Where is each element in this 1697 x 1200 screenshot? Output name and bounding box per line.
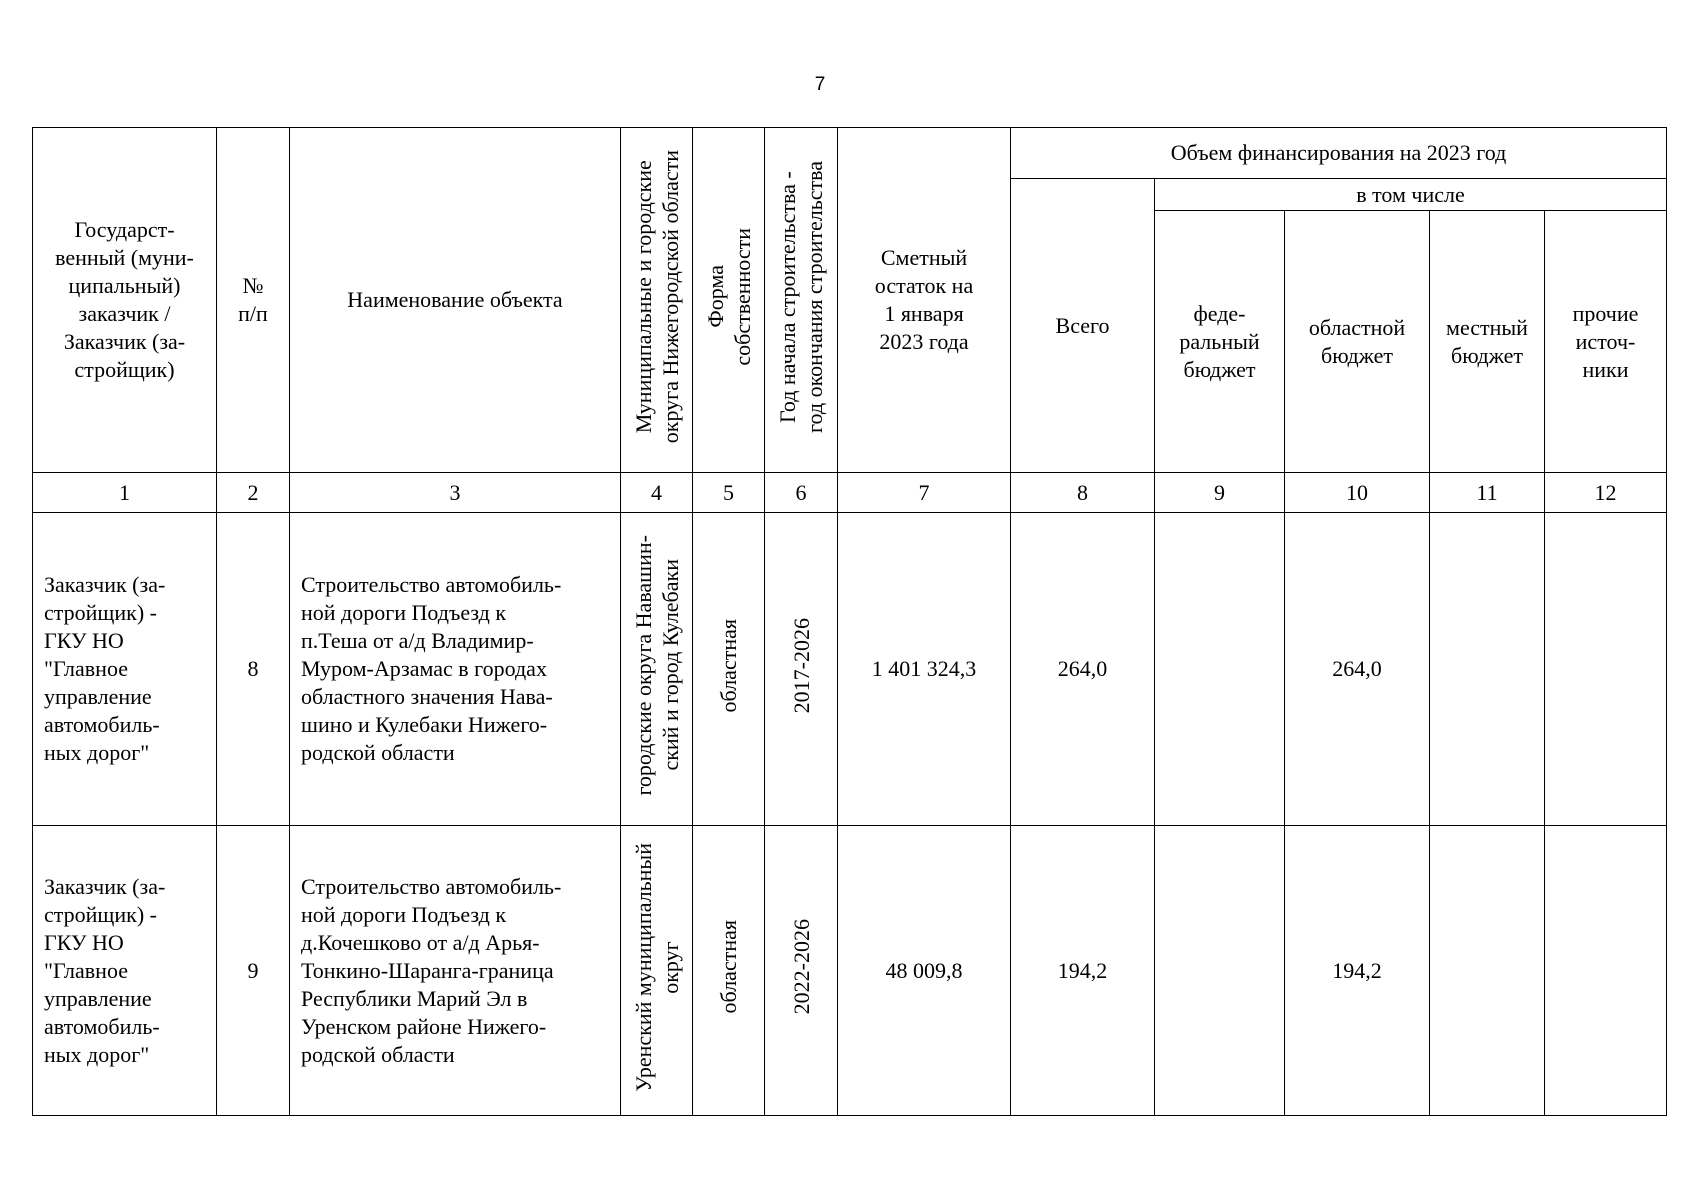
row-number: 8 bbox=[217, 513, 290, 826]
text-line: округа Нижегородской области bbox=[657, 149, 683, 444]
text-line: бюджет bbox=[1451, 342, 1523, 368]
text-line: автомобиль- bbox=[44, 1013, 160, 1039]
text-line: Тонкино-Шаранга-граница bbox=[301, 957, 554, 983]
column-number: 7 bbox=[838, 473, 1011, 513]
column-number: 8 bbox=[1011, 473, 1155, 513]
text-line: год окончания строительства bbox=[802, 160, 827, 433]
row-total: 194,2 bbox=[1011, 826, 1155, 1116]
text-line: Муром-Арзамас в городах bbox=[301, 656, 547, 681]
page-number: 7 bbox=[814, 74, 826, 95]
text-line: автомобиль- bbox=[44, 712, 160, 737]
text-line: округ bbox=[657, 940, 683, 994]
row-local bbox=[1430, 826, 1545, 1116]
text-line: 2023 года bbox=[879, 329, 969, 354]
text-line: ГКУ НО bbox=[44, 929, 124, 955]
text-line: п/п bbox=[238, 301, 268, 326]
row-total: 264,0 bbox=[1011, 513, 1155, 826]
column-number: 10 bbox=[1285, 473, 1430, 513]
row-regional: 264,0 bbox=[1285, 513, 1430, 826]
financing-table bbox=[32, 127, 1667, 1116]
text-line: Год начала строительства - bbox=[775, 170, 800, 423]
text-line: 1 января bbox=[884, 301, 964, 326]
text-line: венный (муни- bbox=[55, 245, 194, 270]
text-line: заказчик / bbox=[78, 301, 171, 326]
text-line: № bbox=[242, 273, 264, 298]
row-other bbox=[1545, 513, 1667, 826]
column-number: 9 bbox=[1155, 473, 1285, 513]
header-including: в том числе bbox=[1155, 179, 1667, 211]
text-line: ципальный) bbox=[68, 273, 181, 298]
column-number: 6 bbox=[765, 473, 838, 513]
column-number: 5 bbox=[693, 473, 765, 513]
text-line: областной bbox=[1308, 314, 1406, 340]
row-regional: 194,2 bbox=[1285, 826, 1430, 1116]
column-number: 4 bbox=[621, 473, 693, 513]
row-years: 2017-2026 bbox=[765, 513, 838, 826]
text-line: остаток на bbox=[874, 273, 974, 298]
row-ownership: областная bbox=[693, 826, 765, 1116]
text-line: Уренском районе Нижего- bbox=[301, 1013, 547, 1039]
text-line: Государст- bbox=[74, 217, 175, 242]
row-federal bbox=[1155, 826, 1285, 1116]
header-funding-title: Объем финансирования на 2023 год bbox=[1011, 128, 1667, 179]
text-line: прочие bbox=[1572, 300, 1639, 326]
table-row bbox=[33, 513, 1667, 826]
text-line: родской области bbox=[301, 740, 455, 765]
row-number: 9 bbox=[217, 826, 290, 1116]
text-line: Строительство автомобиль- bbox=[301, 572, 562, 597]
text-line: ральный bbox=[1179, 328, 1260, 354]
header-total: Всего bbox=[1011, 179, 1155, 473]
text-line: Заказчик (за- bbox=[44, 572, 166, 597]
text-line: ники bbox=[1582, 356, 1629, 382]
text-line: Строительство автомобиль- bbox=[301, 873, 562, 899]
header-years bbox=[765, 128, 838, 473]
table-row bbox=[33, 826, 1667, 1116]
row-estimate: 48 009,8 bbox=[838, 826, 1011, 1116]
row-years: 2022-2026 bbox=[765, 826, 838, 1116]
text-line: родской области bbox=[301, 1041, 455, 1067]
text-line: бюджет bbox=[1321, 342, 1393, 368]
text-line: ных дорог" bbox=[44, 1041, 150, 1067]
header-number bbox=[217, 128, 290, 473]
text-line: Уренский муниципальный bbox=[630, 842, 656, 1092]
text-line: собственности bbox=[729, 227, 755, 366]
column-number: 12 bbox=[1545, 473, 1667, 513]
text-line: ных дорог" bbox=[44, 740, 150, 765]
header-object-name: Наименование объекта bbox=[290, 128, 621, 473]
text-line: ной дороги Подъезд к bbox=[301, 901, 507, 927]
column-number: 11 bbox=[1430, 473, 1545, 513]
text-line: стройщик) - bbox=[44, 600, 157, 625]
text-line: источ- bbox=[1575, 328, 1636, 354]
column-number: 3 bbox=[290, 473, 621, 513]
row-municipality bbox=[621, 826, 693, 1116]
header-ownership bbox=[693, 128, 765, 473]
text-line: стройщик) - bbox=[44, 901, 157, 927]
text-line: ский и город Кулебаки bbox=[657, 559, 683, 772]
column-number: 2 bbox=[217, 473, 290, 513]
header-municipality bbox=[621, 128, 693, 473]
row-estimate: 1 401 324,3 bbox=[838, 513, 1011, 826]
row-customer bbox=[33, 826, 217, 1116]
header-federal bbox=[1155, 211, 1285, 473]
text-line: управление bbox=[44, 985, 152, 1011]
text-line: п.Теша от а/д Владимир- bbox=[301, 628, 534, 653]
text-line: шино и Кулебаки Нижего- bbox=[301, 712, 548, 737]
row-object-name bbox=[290, 513, 621, 826]
text-line: городские округа Навашин- bbox=[630, 535, 656, 796]
text-line: Республики Марий Эл в bbox=[301, 985, 528, 1011]
text-line: Сметный bbox=[880, 245, 968, 270]
text-line: Заказчик (за- bbox=[44, 873, 166, 899]
text-line: Заказчик (за- bbox=[63, 329, 186, 354]
text-line: феде- bbox=[1193, 300, 1246, 326]
text-line: Форма bbox=[702, 265, 728, 328]
header-other bbox=[1545, 211, 1667, 473]
text-line: бюджет bbox=[1183, 356, 1256, 382]
header-regional bbox=[1285, 211, 1430, 473]
column-number: 1 bbox=[33, 473, 217, 513]
text-line: ной дороги Подъезд к bbox=[301, 600, 507, 625]
text-line: областного значения Нава- bbox=[301, 684, 553, 709]
header-local bbox=[1430, 211, 1545, 473]
text-line: стройщик) bbox=[74, 357, 175, 382]
header-estimate bbox=[838, 128, 1011, 473]
row-local bbox=[1430, 513, 1545, 826]
header-customer bbox=[33, 128, 217, 473]
row-municipality bbox=[621, 513, 693, 826]
row-federal bbox=[1155, 513, 1285, 826]
text-line: ГКУ НО bbox=[44, 628, 124, 653]
text-line: управление bbox=[44, 684, 152, 709]
row-customer bbox=[33, 513, 217, 826]
text-line: "Главное bbox=[44, 656, 128, 681]
row-object-name bbox=[290, 826, 621, 1116]
row-other bbox=[1545, 826, 1667, 1116]
row-ownership: областная bbox=[693, 513, 765, 826]
text-line: местный bbox=[1446, 314, 1528, 340]
text-line: "Главное bbox=[44, 957, 128, 983]
text-line: д.Кочешково от а/д Арья- bbox=[301, 929, 540, 955]
text-line: Муниципальные и городские bbox=[630, 160, 656, 433]
